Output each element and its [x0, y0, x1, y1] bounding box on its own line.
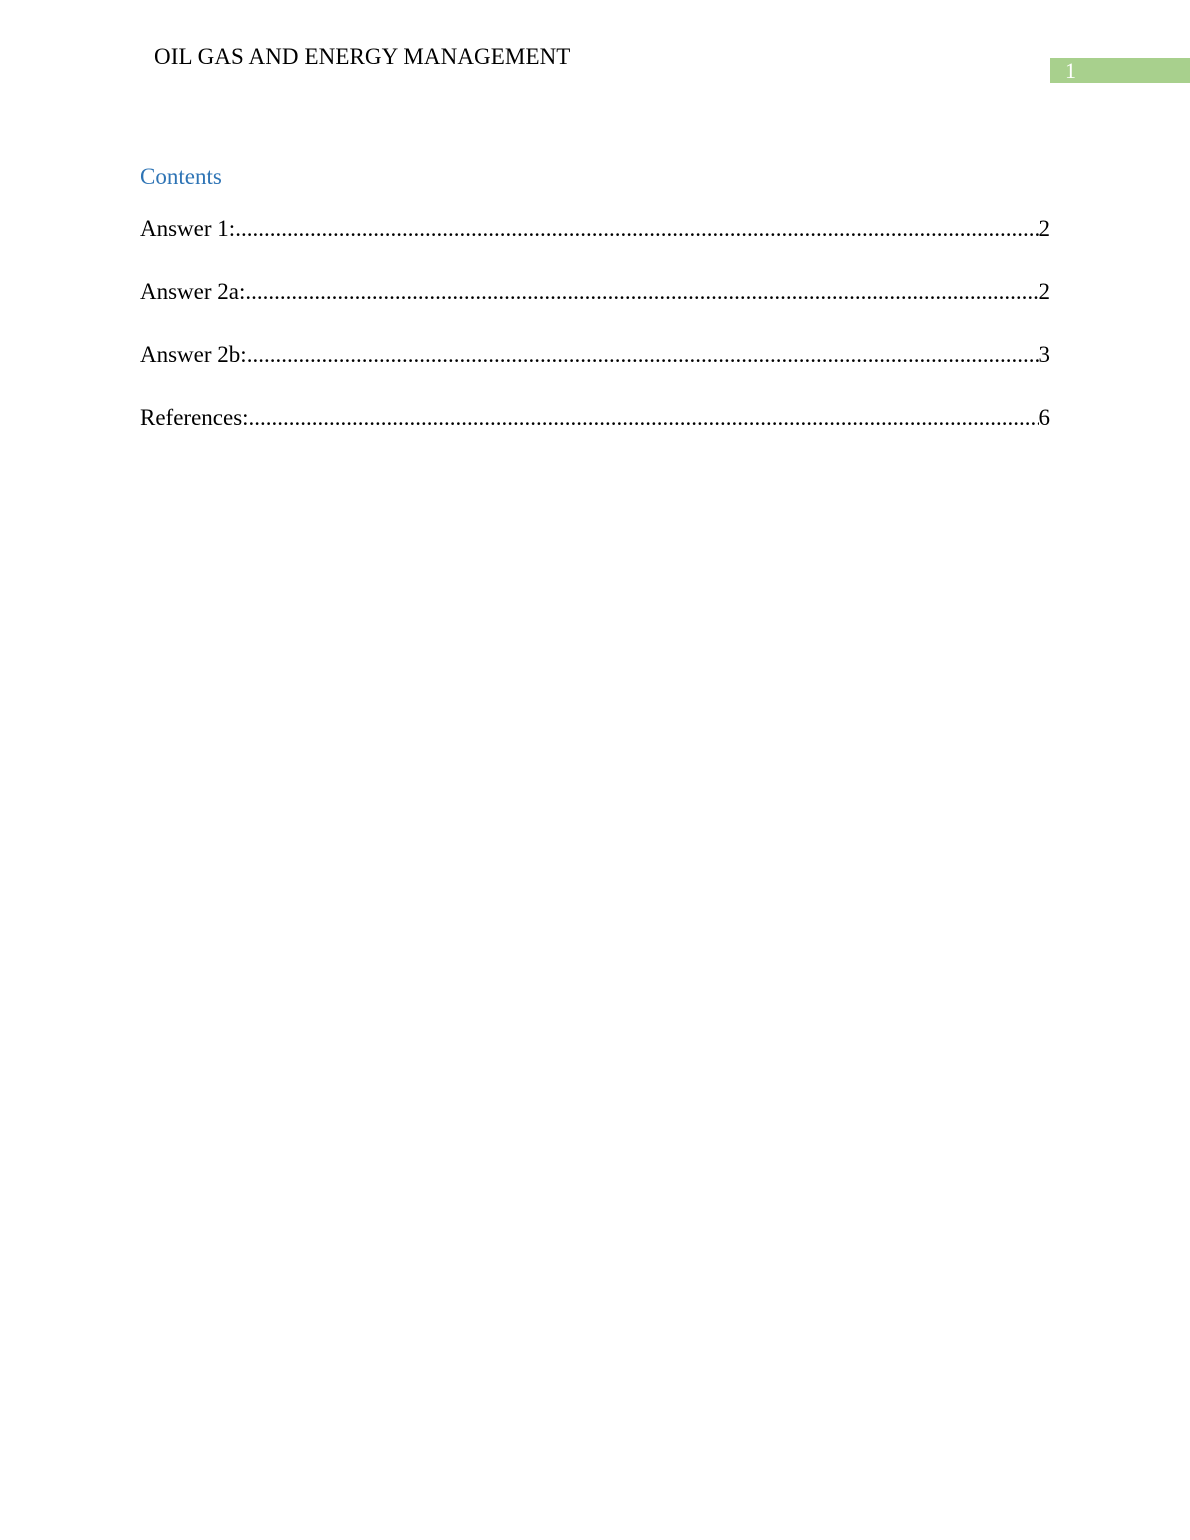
page-number: 1	[1065, 58, 1076, 83]
toc-entry-answer-2b[interactable]	[140, 340, 1050, 370]
toc-entry-page: 2	[1038, 279, 1050, 304]
toc-heading: Contents	[140, 164, 222, 189]
toc-entry-label: Answer 1:	[140, 216, 236, 241]
toc-dot-leader	[249, 403, 1039, 433]
toc-dot-leader	[245, 277, 1038, 307]
toc-entry-answer-1[interactable]	[140, 214, 1050, 244]
toc-entry-label: Answer 2b:	[140, 342, 247, 367]
toc-dot-leader	[235, 214, 1038, 244]
toc-entry-answer-2a[interactable]	[140, 277, 1050, 307]
toc-entry-page: 6	[1038, 405, 1050, 430]
toc-dot-leader	[247, 340, 1039, 370]
page-number-badge	[1050, 58, 1190, 83]
document-header-title: OIL GAS AND ENERGY MANAGEMENT	[154, 44, 571, 69]
toc-entry-references[interactable]	[140, 403, 1050, 433]
toc-entry-page: 2	[1038, 216, 1050, 241]
toc-entry-page: 3	[1038, 342, 1050, 367]
table-of-contents	[140, 214, 1050, 466]
toc-entry-label: Answer 2a:	[140, 279, 246, 304]
toc-entry-label: References:	[140, 405, 249, 430]
